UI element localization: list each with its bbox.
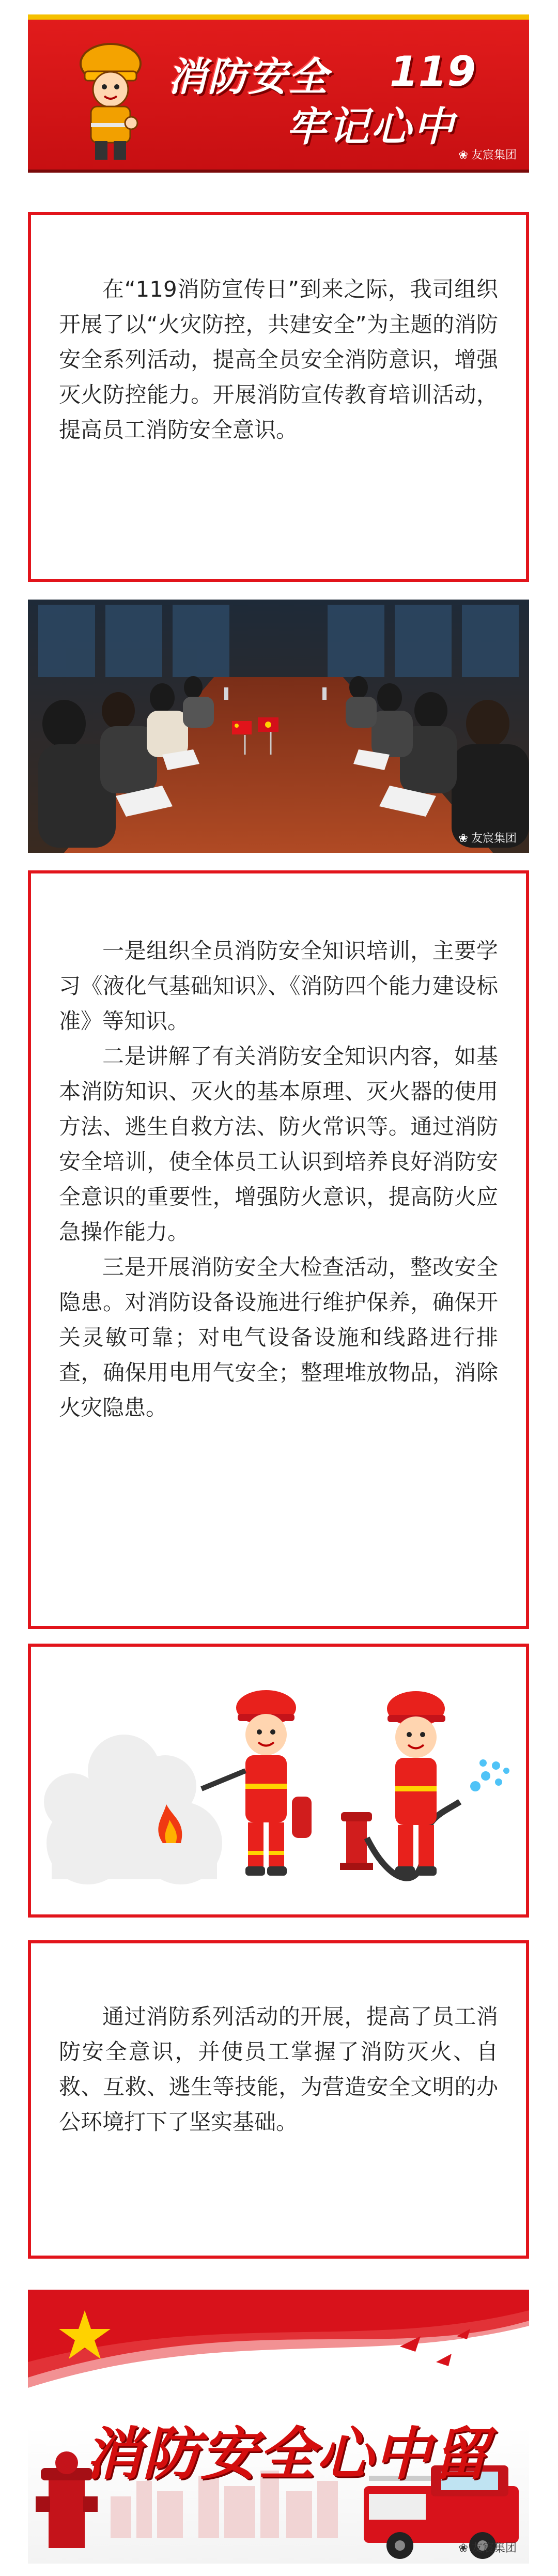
bottom-slogan: 消防安全心中留 (85, 2421, 490, 2487)
paw-logo-icon: ❀ (458, 149, 468, 162)
bottom-watermark: ❀ 友宸集团 (458, 2542, 517, 2555)
conclusion-text-box (28, 1940, 529, 2259)
paw-logo-icon: ❀ (458, 2542, 468, 2555)
banner-title-line2: 牢记心中 (286, 104, 456, 150)
header-banner (28, 14, 529, 173)
bottom-banner (28, 2290, 529, 2564)
activity-paragraph-3: 三是开展消防安全大检查活动，整改安全隐患。对消防设备设施进行维护保养，确保开关灵敏可靠；对电气设备设施和线路进行排查，确保用电用气安全；整理堆放物品，消除火灾隐患。 (59, 1254, 498, 1420)
firefighter-mascot-icon (64, 35, 157, 164)
meeting-room-image-icon (28, 600, 529, 853)
photo-watermark: ❀ 友宸集团 (458, 832, 517, 845)
conclusion-paragraph: 通过消防系列活动的开展，提高了员工消防安全意识，并使员工掌握了消防灭火、自救、互救、逃生等技能，为营造安全文明的办公环境打下了坚实基础。 (59, 2004, 498, 2135)
firefighters-illustration-icon (31, 1647, 526, 1914)
paw-logo-icon: ❀ (458, 832, 468, 845)
banner-watermark: ❀ 友宸集团 (458, 149, 517, 162)
banner-title-number: 119 (390, 48, 476, 96)
intro-text-box (28, 212, 529, 582)
meeting-photo (28, 600, 529, 853)
activity-paragraph-2: 二是讲解了有关消防安全知识内容，如基本消防知识、灭火的基本原理、灭火器的使用方法、逃生自救方法、防火常识等。通过消防安全培训，使全体员工认识到培养良好消防安全意识的重要性，增强防火意识，提高防火应急操作能力。 (59, 1044, 498, 1245)
activity-paragraph-1: 一是组织全员消防安全知识培训，主要学习《液化气基础知识》、《消防四个能力建设标准》等知识。 (59, 938, 498, 1034)
banner-title-line1: 消防安全 (167, 54, 329, 100)
firefighters-illustration-box (28, 1644, 529, 1918)
activities-text-box (28, 870, 529, 1629)
intro-paragraph: 在“119消防宣传日”到来之际，我司组织开展了以“火灾防控，共建安全”为主题的消防安全系列活动，提高全员安全消防意识，增强灭火防控能力。开展消防宣传教育培训活动，提高员工消防安全意识。 (59, 277, 498, 442)
